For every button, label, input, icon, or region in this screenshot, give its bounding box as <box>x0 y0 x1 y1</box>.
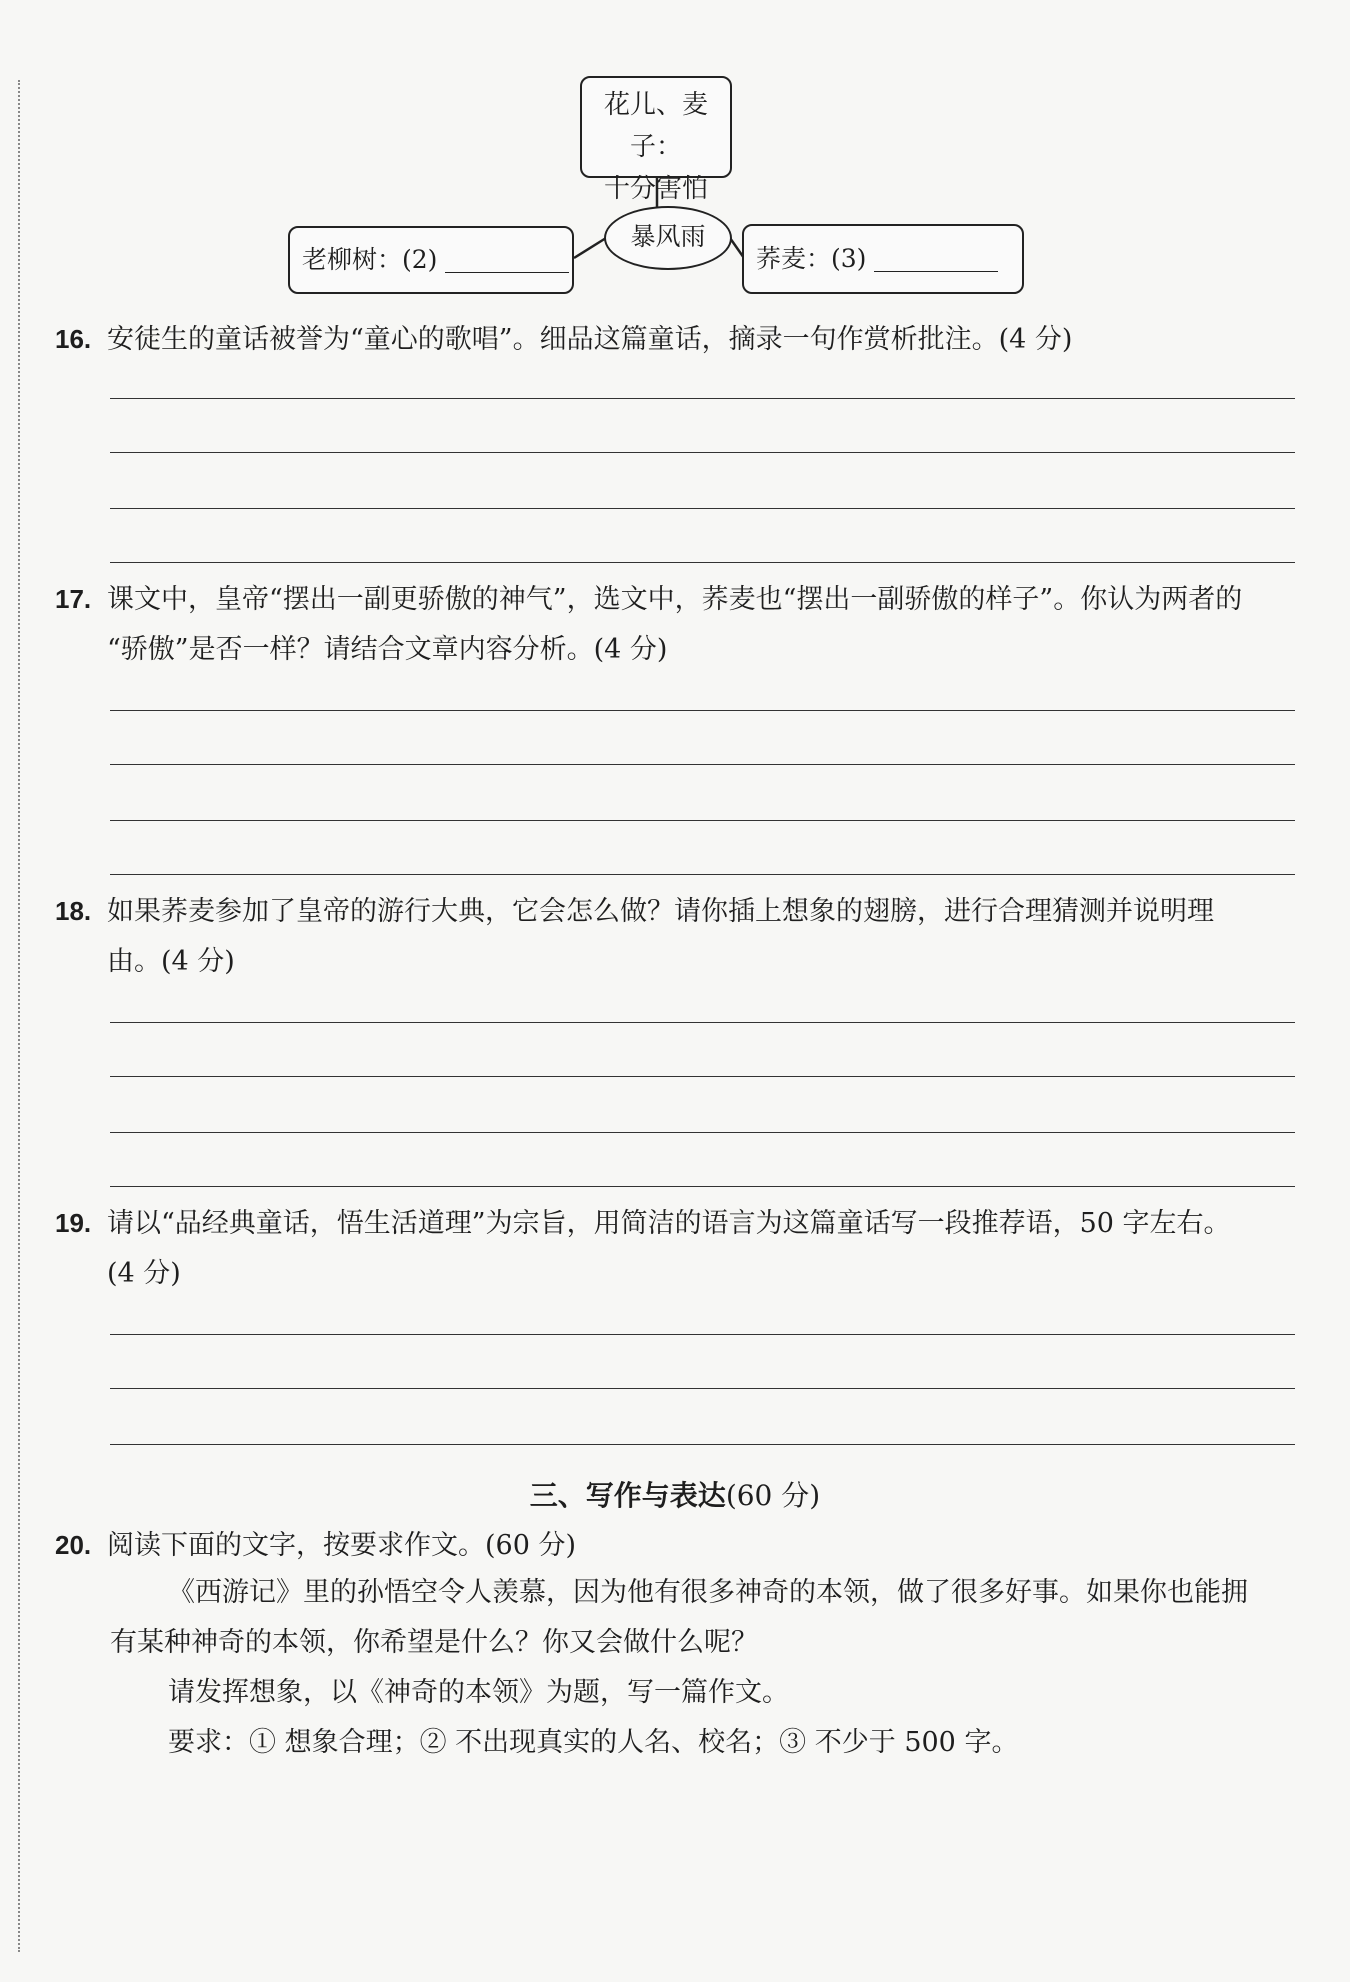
answer-line[interactable] <box>110 1076 1295 1077</box>
question-number: 16. <box>55 324 92 354</box>
answer-line[interactable] <box>110 562 1295 563</box>
diagram-box-top-line1: 花儿、麦子： <box>603 90 708 162</box>
answer-line[interactable] <box>110 1022 1295 1023</box>
answer-line[interactable] <box>110 1186 1295 1187</box>
question-text: 阅读下面的文字，按要求作文。(60 分) <box>107 1530 577 1561</box>
section-title <box>0 1474 1350 1514</box>
diagram-center-storm: 暴风雨 <box>604 206 732 270</box>
passage-line1: 《西游记》里的孙悟空令人羡慕，因为他有很多神奇的本领，做了很多好事。如果你也能拥 <box>168 1577 1248 1608</box>
question-16 <box>55 314 1295 365</box>
question-number: 18. <box>55 896 92 926</box>
essay-requirements: 要求：① 想象合理；② 不出现真实的人名、校名；③ 不少于 500 字。 <box>168 1727 1019 1758</box>
question-19 <box>55 1198 1295 1299</box>
answer-line[interactable] <box>110 710 1295 711</box>
answer-line[interactable] <box>110 764 1295 765</box>
question-number: 20. <box>55 1530 92 1560</box>
question-text-line2: 由。(4 分) <box>107 946 235 977</box>
question-text: 安徒生的童话被誉为“童心的歌唱”。细品这篇童话，摘录一句作赏析批注。(4 分) <box>107 324 1073 355</box>
question-number: 17. <box>55 584 92 614</box>
section-points: (60 分) <box>725 1479 821 1512</box>
question-text-line1: 如果荞麦参加了皇帝的游行大典，它会怎么做？请你插上想象的翅膀，进行合理猜测并说明理 <box>107 896 1214 927</box>
diagram-box-left-label: 老柳树：(2) <box>302 245 438 274</box>
diagram-box-right-label: 荞麦：(3) <box>756 244 867 273</box>
section-title-text: 三、写作与表达 <box>529 1479 726 1512</box>
answer-blank-3[interactable] <box>874 249 998 272</box>
question-text-line2: (4 分) <box>107 1258 181 1289</box>
passage-line2: 有某种神奇的本领，你希望是什么？你又会做什么呢？ <box>110 1627 758 1658</box>
answer-line[interactable] <box>110 398 1295 399</box>
question-17 <box>55 574 1295 675</box>
answer-line[interactable] <box>110 820 1295 821</box>
answer-blank-2[interactable] <box>445 250 569 273</box>
answer-line[interactable] <box>110 1444 1295 1445</box>
question-number: 19. <box>55 1208 92 1238</box>
diagram-box-buckwheat <box>742 224 1024 294</box>
diagram-box-top-line2: 十分害怕 <box>603 174 708 204</box>
question-text-line2: “骄傲”是否一样？请结合文章内容分析。(4 分) <box>107 634 668 665</box>
essay-instruction: 请发挥想象，以《神奇的本领》为题，写一篇作文。 <box>168 1677 789 1708</box>
diagram-box-old-willow <box>288 226 574 294</box>
answer-line[interactable] <box>110 452 1295 453</box>
answer-line[interactable] <box>110 874 1295 875</box>
question-text-line1: 请以“品经典童话，悟生活道理”为宗旨，用简洁的语言为这篇童话写一段推荐语，50 字左右。 <box>107 1208 1231 1239</box>
answer-line[interactable] <box>110 1132 1295 1133</box>
question-text-line1: 课文中，皇帝“摆出一副更骄傲的神气”，选文中，荞麦也“摆出一副骄傲的样子”。你认为两者的 <box>107 584 1243 615</box>
question-18 <box>55 886 1295 987</box>
essay-passage <box>110 1568 1295 1768</box>
question-20 <box>55 1520 1295 1571</box>
answer-line[interactable] <box>110 1334 1295 1335</box>
diagram-box-flowers-wheat <box>580 76 732 204</box>
answer-line[interactable] <box>110 508 1295 509</box>
answer-line[interactable] <box>110 1388 1295 1389</box>
binding-margin-line <box>18 80 20 1952</box>
